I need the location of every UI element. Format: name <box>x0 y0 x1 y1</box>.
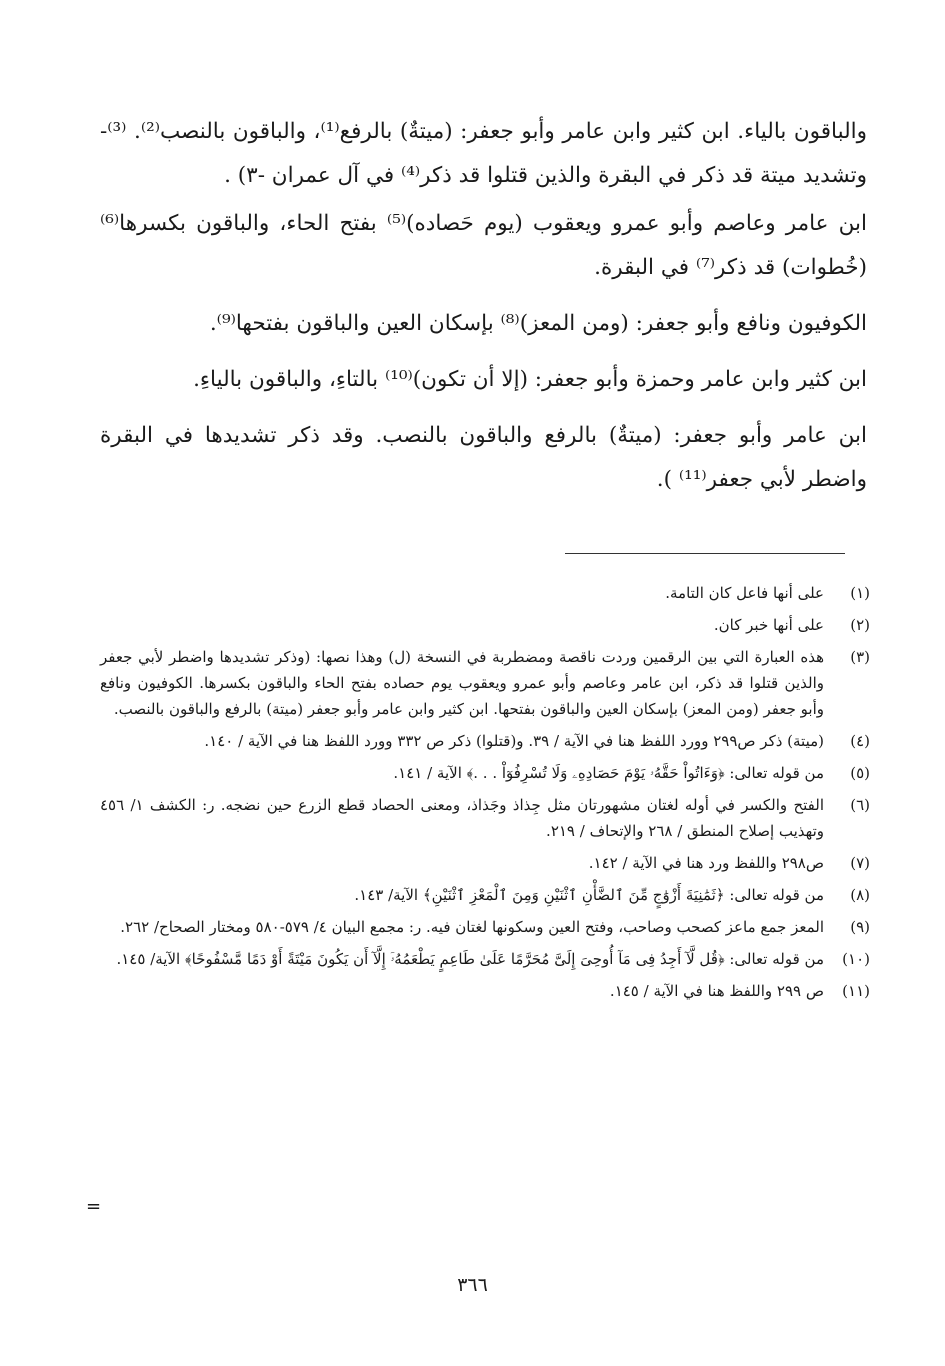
footnote-number: (١) <box>850 584 870 602</box>
footnote-text: الفتح والكسر في أوله لغتان مشهورتان مثل جِذاذ وجَذاذ، ومعنى الحصاد قطع الزرع حين نضجه. ر: الكشف ١/ ٤٥٦ وتهذيب إصلاح المنطق / ٢٦٨ والإتحاف / ٢١٩. <box>100 796 825 840</box>
footnote-number: (٨) <box>850 886 870 904</box>
footnote <box>100 914 870 940</box>
footnote <box>100 946 870 972</box>
footnote-text: (ميتة) ذكر ص٢٩٩ وورد اللفظ هنا في الآية / ٣٩. و(قتلوا) ذكر ص ٣٣٢ وورد اللفظ هنا في الآية / ١٤٠. <box>204 732 824 750</box>
footnote-number: (٧) <box>850 854 870 872</box>
footnote-text: من قوله تعالى: ﴿ثَمَٰنِيَةَ أَزْوَٰجٍ مِّنَ ٱلضَّأْنِ ٱثْنَيْنِ وَمِنَ ٱلْمَعْزِ ٱثْنَيْنِ﴾ الآية/ ١٤٣. <box>354 886 824 904</box>
footnote-number: (١٠) <box>842 950 870 968</box>
paragraph-5: ابن عامر وأبو جعفر: (ميتةٌ) بالرفع والباقون بالنصب. وقد ذكر تشديدها في البقرة واضطر لأبي جعفر⁽¹¹⁾ ). <box>100 423 867 492</box>
paragraph-1: والباقون بالياء. ابن كثير وابن عامر وأبو جعفر: (ميتةٌ) بالرفع⁽¹⁾، والباقون بالنصب⁽²⁾. ⁽³⁾- وتشديد ميتة قد ذكر في البقرة والذين قتلوا قد ذكر⁽⁴⁾ في آل عمران -٣) . <box>100 119 868 188</box>
margin-mark: = <box>86 1196 102 1217</box>
footnote <box>100 760 870 786</box>
main-text <box>100 110 867 514</box>
footnote <box>100 644 870 722</box>
footnote <box>100 882 870 908</box>
footnote <box>100 728 870 754</box>
footnote-text: على أنها خبر كان. <box>713 616 824 634</box>
footnote-text: من قوله تعالى: ﴿قُل لَّآ أَجِدُ فِى مَآ أُوحِىَ إِلَىَّ مُحَرَّمًا عَلَىٰ طَاعِمٍ يَطْعَمُهُۥٓ إِلَّآ أَن يَكُونَ مَيْتَةً أَوْ دَمًا مَّسْفُوحًا﴾ الآية/ ١٤٥. <box>116 950 824 968</box>
footnote <box>100 978 870 1004</box>
footnote <box>100 612 870 638</box>
footnote-text: ص ٢٩٩ واللفظ هنا في الآية / ١٤٥. <box>609 982 824 1000</box>
footnote <box>100 850 870 876</box>
footnote-number: (١١) <box>842 982 870 1000</box>
footnote-separator <box>565 553 845 554</box>
footnote-number: (٩) <box>850 918 870 936</box>
paragraph-4: ابن كثير وابن عامر وحمزة وأبو جعفر: (إلا أن تكون)⁽¹⁰⁾ بالتاءِ، والباقون بالياءِ. <box>193 367 867 392</box>
paragraph-2: ابن عامر وعاصم وأبو عمرو ويعقوب (يوم حَصاده)⁽⁵⁾ بفتح الحاء، والباقون بكسرها⁽⁶⁾ (خُطوات) قد ذكر⁽⁷⁾ في البقرة. <box>100 211 867 280</box>
footnote-text: من قوله تعالى: ﴿وَءَاتُواْ حَقَّهُۥ يَوْمَ حَصَادِهِۦ وَلَا تُسْرِفُوٓاْ . . .﴾ الآية / ١٤١. <box>393 764 824 782</box>
footnote-text: المعز جمع ماعز كصحب وصاحب، وفتح العين وسكونها لغتان فيه. ر: مجمع البيان ٤/ ٥٧٩-٥٨٠ ومختار الصحاح/ ٢٦٢. <box>120 918 824 936</box>
footnote-text: ص٢٩٨ واللفظ ورد هنا في الآية / ١٤٢. <box>588 854 824 872</box>
footnote-number: (٣) <box>850 648 870 666</box>
footnote-number: (٤) <box>850 732 870 750</box>
paragraph-3: الكوفيون ونافع وأبو جعفر: (ومن المعز)⁽⁸⁾ بإسكان العين والباقون بفتحها⁽⁹⁾. <box>209 311 867 336</box>
footnote-text: على أنها فاعل كان التامة. <box>665 584 824 602</box>
footnote-number: (٦) <box>850 796 870 814</box>
footnote <box>100 792 870 844</box>
footnote <box>100 580 870 606</box>
footnote-number: (٢) <box>850 616 870 634</box>
footnotes <box>100 580 870 1010</box>
page-number: ٣٦٦ <box>457 1274 488 1296</box>
footnote-number: (٥) <box>850 764 870 782</box>
footnote-text: هذه العبارة التي بين الرقمين وردت ناقصة ومضطربة في النسخة (ل) وهذا نصها: (وذكر تشديدها واضطر لأبي جعفر والذين قتلوا قد ذكر، ابن عامر وعاصم وأبو عمرو ويعقوب يوم حصاده بفتح الحاء والباقون بكسرها. الكوفيون ونافع وأبو جعفر (ومن المعز) بإسكان العين والباقون بفتحها. ابن كثير وابن عامر وأبو جعفر (ميتة) بالرفع والباقون بالنصب. <box>100 648 824 718</box>
